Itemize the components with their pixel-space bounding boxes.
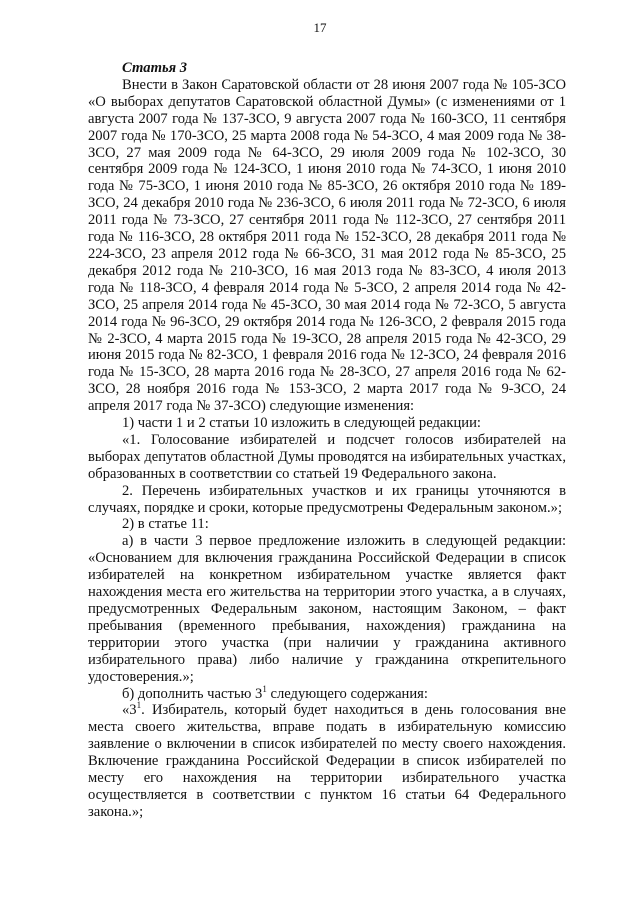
document-body (88, 60, 566, 821)
paragraph-amendment-intro: Внести в Закон Саратовской области от 28 июня 2007 года № 105-ЗСО «О выборах депутатов Саратовской областной Думы» (с изменениями от 1 августа 2007 года № 137-ЗСО, 9 августа 2007 года № 160-ЗСО, 11 сентября 2007 года № 170-ЗСО, 25 марта 2008 года № 54-ЗСО, 4 мая 2009 года № 38-ЗСО, 27 мая 2009 года № 64-ЗСО, 29 июля 2009 года № 102-ЗСО, 30 сентября 2009 года № 124-ЗСО, 1 июня 2010 года № 74-ЗСО, 1 июня 2010 года № 75-ЗСО, 1 июня 2010 года № 85-ЗСО, 26 октября 2010 года № 189-ЗСО, 24 декабря 2010 года № 236-ЗСО, 6 июля 2011 года № 72-ЗСО, 6 июля 2011 года № 73-ЗСО, 27 сентября 2011 года № 112-ЗСО, 27 сентября 2011 года № 116-ЗСО, 28 октября 2011 года № 152-ЗСО, 28 декабря 2011 года № 224-ЗСО, 23 апреля 2012 года № 66-ЗСО, 31 мая 2012 года № 85-ЗСО, 25 декабря 2012 года № 210-ЗСО, 16 мая 2013 года № 83-ЗСО, 4 июля 2013 года № 118-ЗСО, 4 февраля 2014 года № 5-ЗСО, 2 апреля 2014 года № 42-ЗСО, 25 апреля 2014 года № 45-ЗСО, 30 мая 2014 года № 72-ЗСО, 5 августа 2014 года № 96-ЗСО, 29 октября 2014 года № 126-ЗСО, 2 февраля 2015 года № 2-ЗСО, 4 марта 2015 года № 19-ЗСО, 28 апреля 2015 года № 42-ЗСО, 29 июня 2015 года № 82-ЗСО, 1 февраля 2016 года № 12-ЗСО, 24 февраля 2016 года № 15-ЗСО, 28 марта 2016 года № 28-ЗСО, 27 апреля 2016 года № 62-ЗСО, 28 ноября 2016 года № 153-ЗСО, 2 марта 2017 года № 9-ЗСО, 24 апреля 2017 года № 37-ЗСО) следующие изменения: (88, 76, 566, 415)
subitem-b-text-end: следующего содержания: (266, 685, 428, 702)
part-3-1-number: «3 (122, 702, 137, 719)
article-title: Статья 3 (122, 60, 188, 76)
paragraph-item-2: 2) в статье 11: (122, 516, 209, 533)
superscript-marker: 1 (136, 700, 142, 711)
superscript-marker: 1 (262, 683, 267, 694)
paragraph-part-3-1-text (88, 702, 566, 820)
paragraph-subitem-a: а) в части 3 первое предложение изложить в следующей редакции: «Основанием для включения гражданина Российской Федерации в список избирателей на конкретном избирательном участке является факт нахождения места его жительства на территории этого участка, а в случаях, предусмотренных Федеральным законом, настоящим Законом, – факт пребывания (временного пребывания, нахождения) гражданина на территории этого участка (при наличии у гражданина активного избирательного права) либо наличие у гражданина открепительного удостоверения.»; (88, 533, 566, 685)
paragraph-part-2-text: 2. Перечень избирательных участков и их границы уточняются в случаях, порядке и сроки, которые предусмотрены Федеральным законом.»; (88, 482, 566, 516)
part-3-1-text: . Избиратель, который будет находиться в день голосования вне места своего жительства, вправе подать в избирательную комиссию заявление о включении в список избирателей по месту своего нахождения. Включение гражданина Российской Федерации в список избирателей по месту его нахождения на территории избирательного участка осуществляется в соответствии с пунктом 16 статьи 64 Федерального закона.»; (88, 702, 566, 820)
page-number: 17 (313, 20, 327, 35)
paragraph-item-1: 1) части 1 и 2 статьи 10 изложить в следующей редакции: (122, 415, 481, 432)
paragraph-subitem-b (88, 683, 566, 703)
subitem-b-text-start: б) дополнить частью 3 (122, 685, 263, 702)
paragraph-part-1-text: «1. Голосование избирателей и подсчет голосов избирателей на выборах депутатов областной Думы проводятся на избирательных участках, образованных в соответствии со статьей 19 Федерального закона. (88, 431, 566, 482)
